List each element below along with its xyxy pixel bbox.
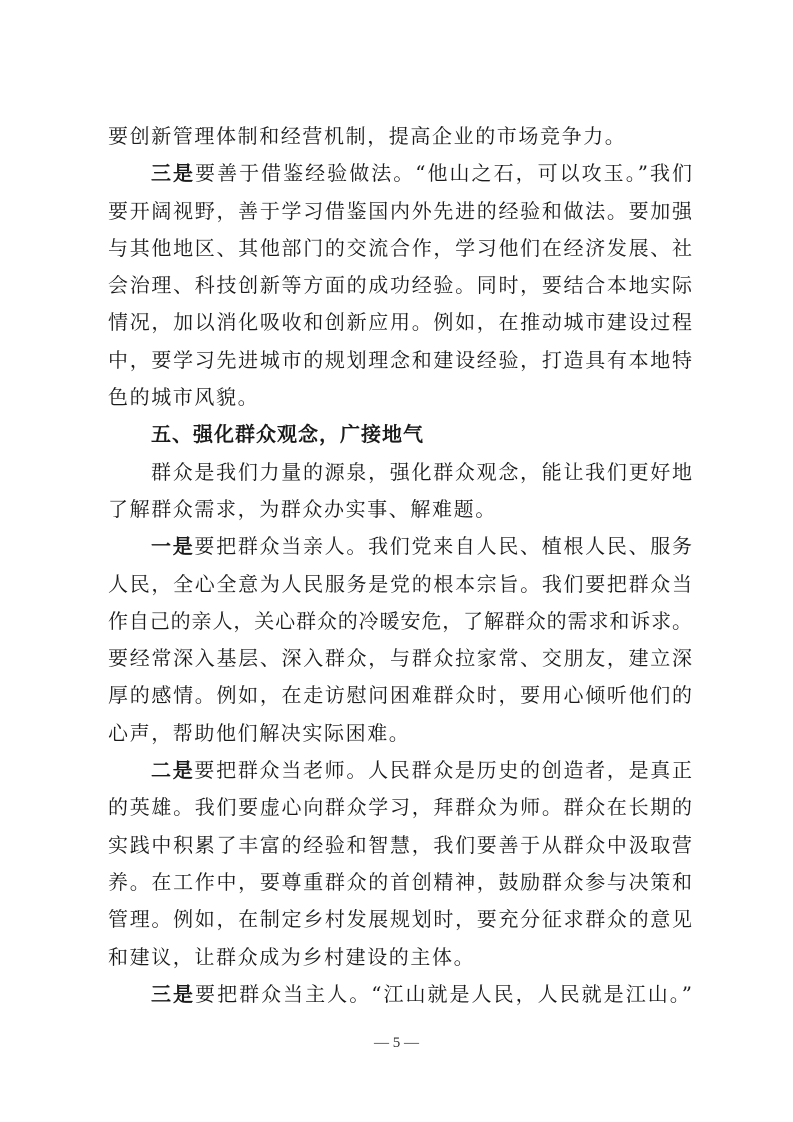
line-text: 要经常深入基层、深入群众，与群众拉家常、交朋友，建立深: [108, 646, 692, 671]
line-text: 要开阔视野，善于学习借鉴国内外先进的经验和做法。要加强: [108, 198, 692, 223]
text-line: [108, 976, 692, 1013]
line-text: 厚的感情。例如，在走访慰问困难群众时，要用心倾听他们的: [108, 683, 692, 708]
line-text: 要把群众当老师。人民群众是历史的创造者，是真正: [194, 758, 693, 783]
text-line: [108, 715, 692, 752]
section-heading: [108, 416, 692, 453]
line-text: 情况，加以消化吸收和创新应用。例如，在推动城市建设过程: [108, 310, 692, 335]
line-text: 和建议，让群众成为乡村建设的主体。: [108, 944, 476, 969]
line-text: 养。在工作中，要尊重群众的首创精神，鼓励群众参与决策和: [108, 869, 692, 894]
text-line: [108, 155, 692, 192]
text-line: [108, 640, 692, 677]
line-text: 人民，全心全意为人民服务是党的根本宗旨。我们要把群众当: [108, 571, 692, 596]
text-line: [108, 566, 692, 603]
line-text: 五、强化群众观念，广接地气: [151, 422, 424, 447]
line-text: 群众是我们力量的源泉，强化群众观念，能让我们更好地: [151, 459, 692, 484]
text-line: [108, 789, 692, 826]
line-text: 作自己的亲人，关心群众的冷暖安危，了解群众的需求和诉求。: [108, 608, 692, 633]
text-line: [108, 230, 692, 267]
line-text: 与其他地区、其他部门的交流合作，学习他们在经济发展、社: [108, 235, 692, 260]
text-line: [108, 603, 692, 640]
line-text: 了解群众需求，为群众办实事、解难题。: [108, 496, 497, 521]
line-text: 的英雄。我们要虚心向群众学习，拜群众为师。群众在长期的: [108, 795, 692, 820]
page-number: — 5 —: [374, 1035, 419, 1051]
line-text: 中，要学习先进城市的规划理念和建设经验，打造具有本地特: [108, 347, 692, 372]
text-line: [108, 528, 692, 565]
text-line: [108, 677, 692, 714]
paragraph-lead: 三是: [151, 161, 196, 186]
text-line: [108, 118, 692, 155]
line-text: 色的城市风貌。: [108, 385, 260, 410]
text-line: [108, 939, 692, 976]
text-line: [108, 193, 692, 230]
line-text: 要创新管理体制和经营机制，提高企业的市场竞争力。: [108, 124, 627, 148]
line-text: 心声，帮助他们解决实际困难。: [108, 720, 411, 745]
document-body: [108, 118, 692, 1013]
text-line: [108, 491, 692, 528]
text-line: [108, 752, 692, 789]
paragraph-lead: 一是: [151, 534, 195, 559]
line-text: 实践中积累了丰富的经验和智慧，我们要善于从群众中汲取营: [108, 832, 692, 857]
text-line: [108, 864, 692, 901]
line-text: 要把群众当主人。“江山就是人民，人民就是江山。”: [195, 981, 692, 1006]
text-line: [108, 454, 692, 491]
text-line: [108, 267, 692, 304]
text-line: [108, 304, 692, 341]
paragraph-lead: 二是: [151, 758, 195, 783]
text-line: [108, 901, 692, 938]
line-text: 要把群众当亲人。我们党来自人民、植根人民、服务: [194, 534, 693, 559]
line-text: 管理。例如，在制定乡村发展规划时，要充分征求群众的意见: [108, 907, 692, 932]
line-text: 要善于借鉴经验做法。“他山之石，可以攻玉。”我们: [195, 161, 692, 186]
text-line: [108, 379, 692, 416]
paragraph-lead: 三是: [151, 981, 196, 1006]
line-text: 会治理、科技创新等方面的成功经验。同时，要结合本地实际: [108, 273, 692, 298]
text-line: [108, 342, 692, 379]
text-line: [108, 827, 692, 864]
